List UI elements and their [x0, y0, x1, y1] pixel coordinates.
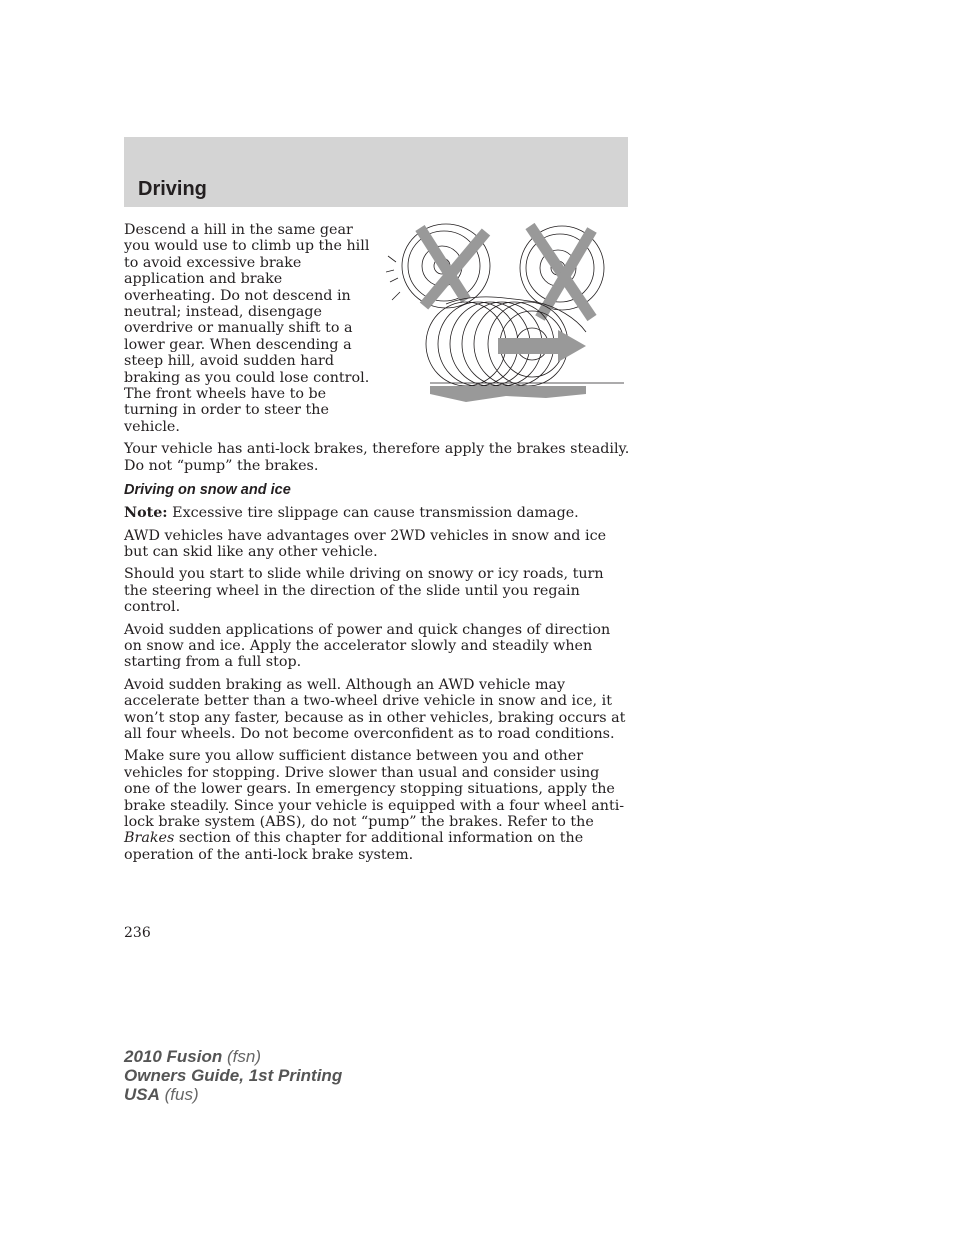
paragraph-slide: Should you start to slide while driving on snowy or icy roads, turn the steering wheel in the direction of the slide until you regain control.: [124, 566, 604, 616]
footer-publication-info: [124, 1047, 342, 1104]
note-label: Note:: [124, 505, 168, 522]
paragraph-awd: AWD vehicles have advantages over 2WD vehicles in snow and ice but can skid like any other vehicle.: [124, 527, 607, 560]
note-text: Excessive tire slippage can cause transmission damage.: [167, 505, 579, 522]
paragraph-avoid-braking: Avoid sudden braking as well. Although an AWD vehicle may accelerate better than a two-wheel drive vehicle in snow and ice, it won’t stop any faster, because as in other vehicles, braking occurs at all four wheels. Do not become overconfident as to road conditions.: [124, 676, 626, 742]
subheading-snow-ice: Driving on snow and ice: [124, 482, 291, 499]
footer-market-code: (fus): [159, 1085, 199, 1104]
body-content: [124, 222, 630, 869]
paragraph-antilock-brakes: Your vehicle has anti-lock brakes, therefore apply the brakes steadily. Do not “pump” the brakes.: [124, 441, 630, 474]
footer-model-code: (fsn): [222, 1047, 261, 1066]
footer-model: 2010 Fusion: [124, 1047, 223, 1066]
paragraph-descend-hill: Descend a hill in the same gear you would use to climb up the hill to avoid excessive brake application and brake overheating. Do not descend in neutral; instead, disengage overdrive or manually shift to a lower gear. When descending a steep hill, avoid sudden hard braking as you could lose control. The front wheels have to be turning in order to steer the vehicle.: [124, 222, 370, 435]
paragraph-stopping-distance: [124, 748, 630, 863]
distance-text-end: section of this chapter for additional information on the operation of the anti-lock brake system.: [124, 830, 584, 863]
distance-text-start: Make sure you allow sufficient distance between you and other vehicles for stopping. Drive slower than usual and consider using one of the lower gears. In emergency stopping situations, apply the brake steadily. Since your vehicle is equipped with a four wheel anti-lock brake system (ABS), do not “pump” the brakes. Refer to the: [124, 748, 625, 830]
paragraph-avoid-power: Avoid sudden applications of power and quick changes of direction on snow and ice. Apply the accelerator slowly and steadily when starting from a full stop.: [124, 621, 611, 671]
footer-printing: Owners Guide, 1st Printing: [124, 1066, 343, 1085]
brakes-reference: Brakes: [124, 830, 175, 847]
page-number: 236: [124, 925, 151, 941]
footer-market: USA: [124, 1085, 160, 1104]
section-title: Driving: [138, 178, 207, 200]
paragraph-note: [124, 505, 630, 521]
